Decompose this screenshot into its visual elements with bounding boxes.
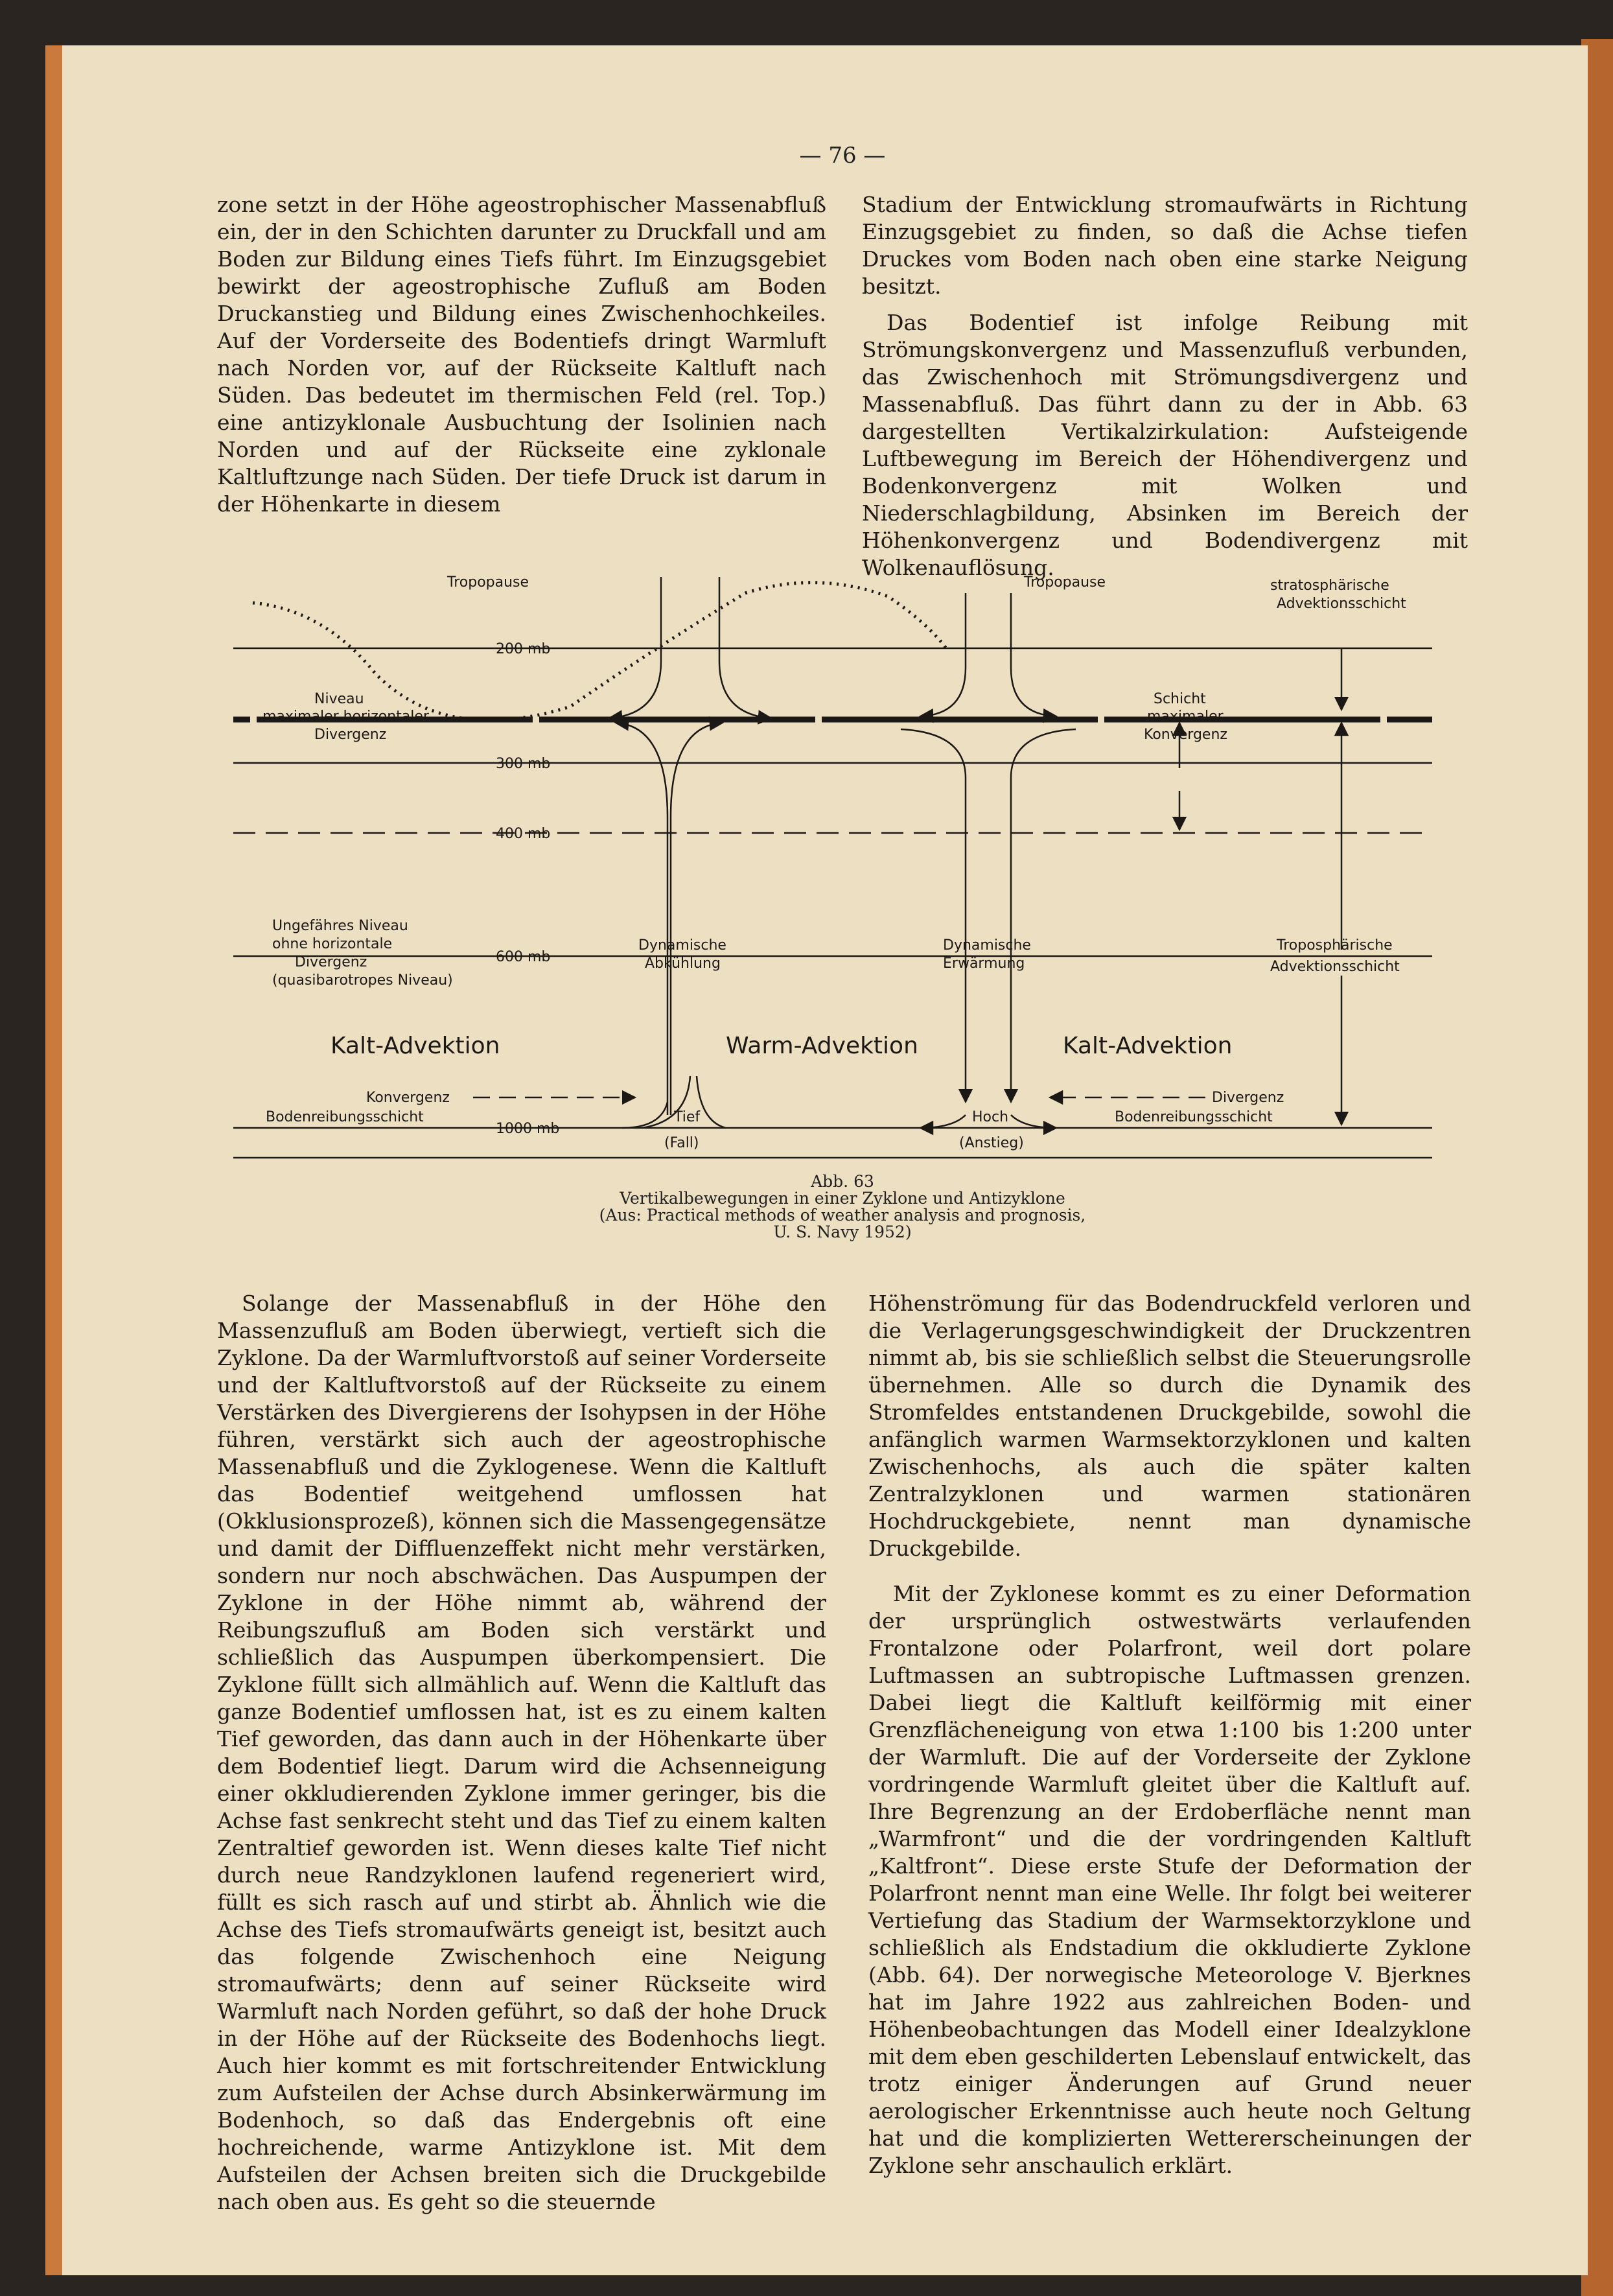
label-dyn-erw-2: Erwärmung — [943, 955, 1025, 972]
paragraph: Solange der Massenabfluß in der Höhe den Massenzufluß am Boden überwiegt, vertieft sich die Zyklone. Da der Warmluftvorstoß auf seiner Vorderseite und der Kaltluftvorstoß auf der Rückseite zu einem Verstärken des Divergierens der Isohypsen in der Höhe führen, verstärkt sich auch der ageostrophische Massenabfluß und die Zyklogenese. Wenn die Kaltluft das Bodentief weitgehend umflossen hat (Okklusionsprozeß), können sich die Massengegensätze und damit der Diffluenzeffekt nicht mehr verstärken, sondern nur noch abschwächen. Das Auspumpen der Zyklone in der Höhe nimmt ab, während der Reibungszufluß am Boden sich verstärkt und schließlich das Auspumpen überkompensiert. Die Zyklone füllt sich allmählich auf. Wenn die Kaltluft das ganze Bodentief umflossen hat, ist es zu einem kalten Tief geworden, das dann auch in der Höhenkarte über dem Bodentief liegt. Darum wird die Achsenneigung einer okkludierenden Zyklone immer geringer, bis die Achse fast senkrecht steht und das Tief zu einem kalten Zentraltief geworden ist. Wenn dieses kalte Tief nicht durch neue Randzyklonen laufend regeneriert wird, füllt es sich rasch auf und stirbt ab. Ähnlich wie die Achse des Tiefs stromaufwärts geneigt ist, besitzt auch das folgende Zwischenhoch eine Neigung stromaufwärts; denn auf seiner Rückseite wird Warmluft nach Norden geführt, so daß der hohe Druck in der Höhe auf der Rückseite des Bodenhochs liegt. Auch hier kommt es mit fortschreitender Entwicklung zum Aufsteilen der Achse durch Absinkerwärmung im Bodenhoch, so daß das Endergebnis oft eine hochreichende, warme Antizyklone ist. Mit dem Aufsteilen der Achsen breiten sich die Druckgebilde nach oben aus. Es geht so die steuernde — [217, 1291, 826, 2214]
label-fall: (Fall) — [664, 1135, 699, 1151]
label-konvergenz: Konvergenz — [366, 1090, 450, 1106]
label-ungefaehr-1: Ungefähres Niveau — [272, 918, 408, 934]
label-400mb: 400 mb — [496, 826, 551, 842]
figure-caption — [389, 1173, 1296, 1241]
caption-source-2: U. S. Navy 1952) — [773, 1223, 912, 1241]
label-strato-2: Advektionsschicht — [1277, 596, 1406, 612]
label-tropopause-right: Tropopause — [1024, 574, 1106, 591]
label-schicht-1: Schicht — [1154, 691, 1206, 707]
text-column-bottom-right — [868, 1290, 1471, 2188]
label-divergenz: Divergenz — [1212, 1090, 1284, 1106]
downdraft-left — [920, 593, 966, 716]
updraft-curve-left — [616, 723, 667, 1115]
downdraft-right — [1011, 593, 1056, 716]
label-strato-1: stratosphärische — [1270, 578, 1389, 594]
hoch-diverge-right — [1011, 1115, 1056, 1128]
label-tief: Tief — [674, 1109, 701, 1125]
label-kalt-advektion-left: Kalt-Advektion — [331, 1033, 500, 1059]
label-kalt-advektion-right: Kalt-Advektion — [1063, 1033, 1233, 1059]
paragraph: Stadium der Entwicklung stromaufwärts in Richtung Einzugsgebiet zu finden, so daß die Achse tiefen Druckes vom Boden nach oben eine starke Neigung besitzt. — [862, 192, 1468, 299]
label-ungefaehr-2: ohne horizontale — [272, 936, 393, 952]
label-600mb: 600 mb — [496, 949, 551, 965]
label-dyn-abk-2: Abkühlung — [645, 955, 721, 972]
label-bodenreibung-left: Bodenreibungsschicht — [266, 1109, 424, 1125]
label-warm-advektion: Warm-Advektion — [726, 1033, 918, 1059]
text-column-top-left — [217, 191, 826, 527]
paragraph: Höhenströmung für das Bodendruckfeld verloren und die Verlagerungsgeschwindigkeit der Druckzentren nimmt ab, bis sie schließlich selbst die Steuerungsrolle übernehmen. Alle so durch die Dynamik des Stromfeldes entstandenen Druckgebilde, sowohl die anfänglich warmen Warmsektorzyklonen und kalten Zwischenhochs, als auch die später kalten Zentralzyklonen und warmen stationären Hochdruckgebiete, nennt man dynamische Druckgebilde. — [868, 1291, 1471, 1561]
label-hoch: Hoch — [972, 1109, 1009, 1125]
page-number: — 76 — — [799, 143, 886, 169]
caption-source: (Aus: Practical methods of weather analysis and prognosis, — [599, 1206, 1086, 1224]
label-niveau-3: Divergenz — [314, 727, 387, 743]
caption-title: Vertikalbewegungen in einer Zyklone und Antizyklone — [620, 1189, 1065, 1208]
label-dyn-abk-1: Dynamische — [638, 937, 726, 954]
paragraph: Mit der Zyklonese kommt es zu einer Deformation der ursprünglich ostwestwärts verlaufenden Frontalzone oder Polarfront, weil dort polare Luftmassen an subtropische Luftmassen grenzen. Dabei liegt die Kaltluft keilförmig mit einer Grenzflächeneigung von etwa 1:100 bis 1:200 unter der Warmluft. Die auf der Vorderseite der Zyklone vordringende Warmluft gleitet über die Kaltluft auf. Ihre Begrenzung an der Erdoberfläche nennt man „Warmfront“ und die der vordringenden Kaltluft „Kaltfront“. Diese erste Stufe der Deformation der Polarfront nennt man eine Welle. Ihr folgt bei weiterer Vertiefung das Stadium der Warmsektorzyklone und schließlich als Endstadium die okkludierte Zyklone (Abb. 64). Der norwegische Meteorologe V. Bjerknes hat im Jahre 1922 aus zahlreichen Boden- und Höhenbeobachtungen das Modell einer Idealzyklone mit dem eben geschilderten Lebenslauf entwickelt, das trotz einiger Änderungen auf Grund neuer aerologischer Erkenntnisse auch heute noch Geltung hat und die komplizierten Wettererscheinungen der Zyklone sehr anschaulich erklärt. — [868, 1581, 1471, 2178]
updraft-curve-right — [671, 723, 723, 1115]
caption-number: Abb. 63 — [811, 1172, 874, 1191]
label-bodenreibung-right: Bodenreibungsschicht — [1115, 1109, 1273, 1125]
hoch-diverge-left — [920, 1115, 966, 1128]
label-schicht-3: Konvergenz — [1144, 727, 1227, 743]
label-anstieg: (Anstieg) — [959, 1135, 1024, 1151]
text-column-bottom-left — [217, 1290, 826, 2225]
label-dyn-erw-1: Dynamische — [943, 937, 1031, 954]
label-niveau-1: Niveau — [314, 691, 364, 707]
label-ungefaehr-4: (quasibarotropes Niveau) — [272, 972, 453, 989]
label-200mb: 200 mb — [496, 641, 551, 657]
label-schicht-2: maximaler — [1147, 709, 1224, 725]
paragraph: Das Bodentief ist infolge Reibung mit Strömungskonvergenz und Massenzufluß verbunden, das Zwischenhoch mit Strömungsdivergenz und Massenabfluß. Das führt dann zu der in Abb. 63 dargestellten Vertikalzirkulation: Aufsteigende Luftbewegung im Bereich der Höhendivergenz und Bodenkonvergenz mit Wolken und Niederschlagbildung, Absinken im Bereich der Höhenkonvergenz und Bodendivergenz mit Wolkenauflösung. — [862, 310, 1468, 580]
tief-converge-left — [622, 1102, 667, 1128]
label-tropo-1: Troposphärische — [1277, 937, 1393, 954]
text-column-top-right — [862, 191, 1468, 591]
label-1000mb: 1000 mb — [496, 1121, 560, 1137]
label-ungefaehr-3: Divergenz — [295, 954, 367, 970]
figure-vertical-circulation-diagram — [233, 545, 1452, 1167]
label-300mb: 300 mb — [496, 756, 551, 772]
paragraph: zone setzt in der Höhe ageostrophischer Massenabfluß ein, der in den Schichten darunter zu Druckfall und am Boden zur Bildung eines Tiefs führt. Im Einzugsgebiet bewirkt der ageostrophische Zufluß am Boden Druckanstieg und Bildung eines Zwischenhochkeiles. Auf der Vorderseite des Bodentiefs dringt Warmluft nach Norden vor, auf der Rückseite Kaltluft nach Süden. Das bedeutet im thermischen Feld (rel. Top.) eine antizyklonale Ausbuchtung der Isolinien nach Norden und auf der Rückseite eine zyklonale Kaltluftzunge nach Süden. Der tiefe Druck ist darum in der Höhenkarte in diesem — [217, 192, 826, 517]
label-tropo-2: Advektionsschicht — [1270, 959, 1400, 975]
low-converge-right — [697, 1076, 726, 1128]
label-niveau-2: maximaler horizontaler — [262, 709, 429, 725]
label-tropopause-left: Tropopause — [447, 574, 529, 591]
